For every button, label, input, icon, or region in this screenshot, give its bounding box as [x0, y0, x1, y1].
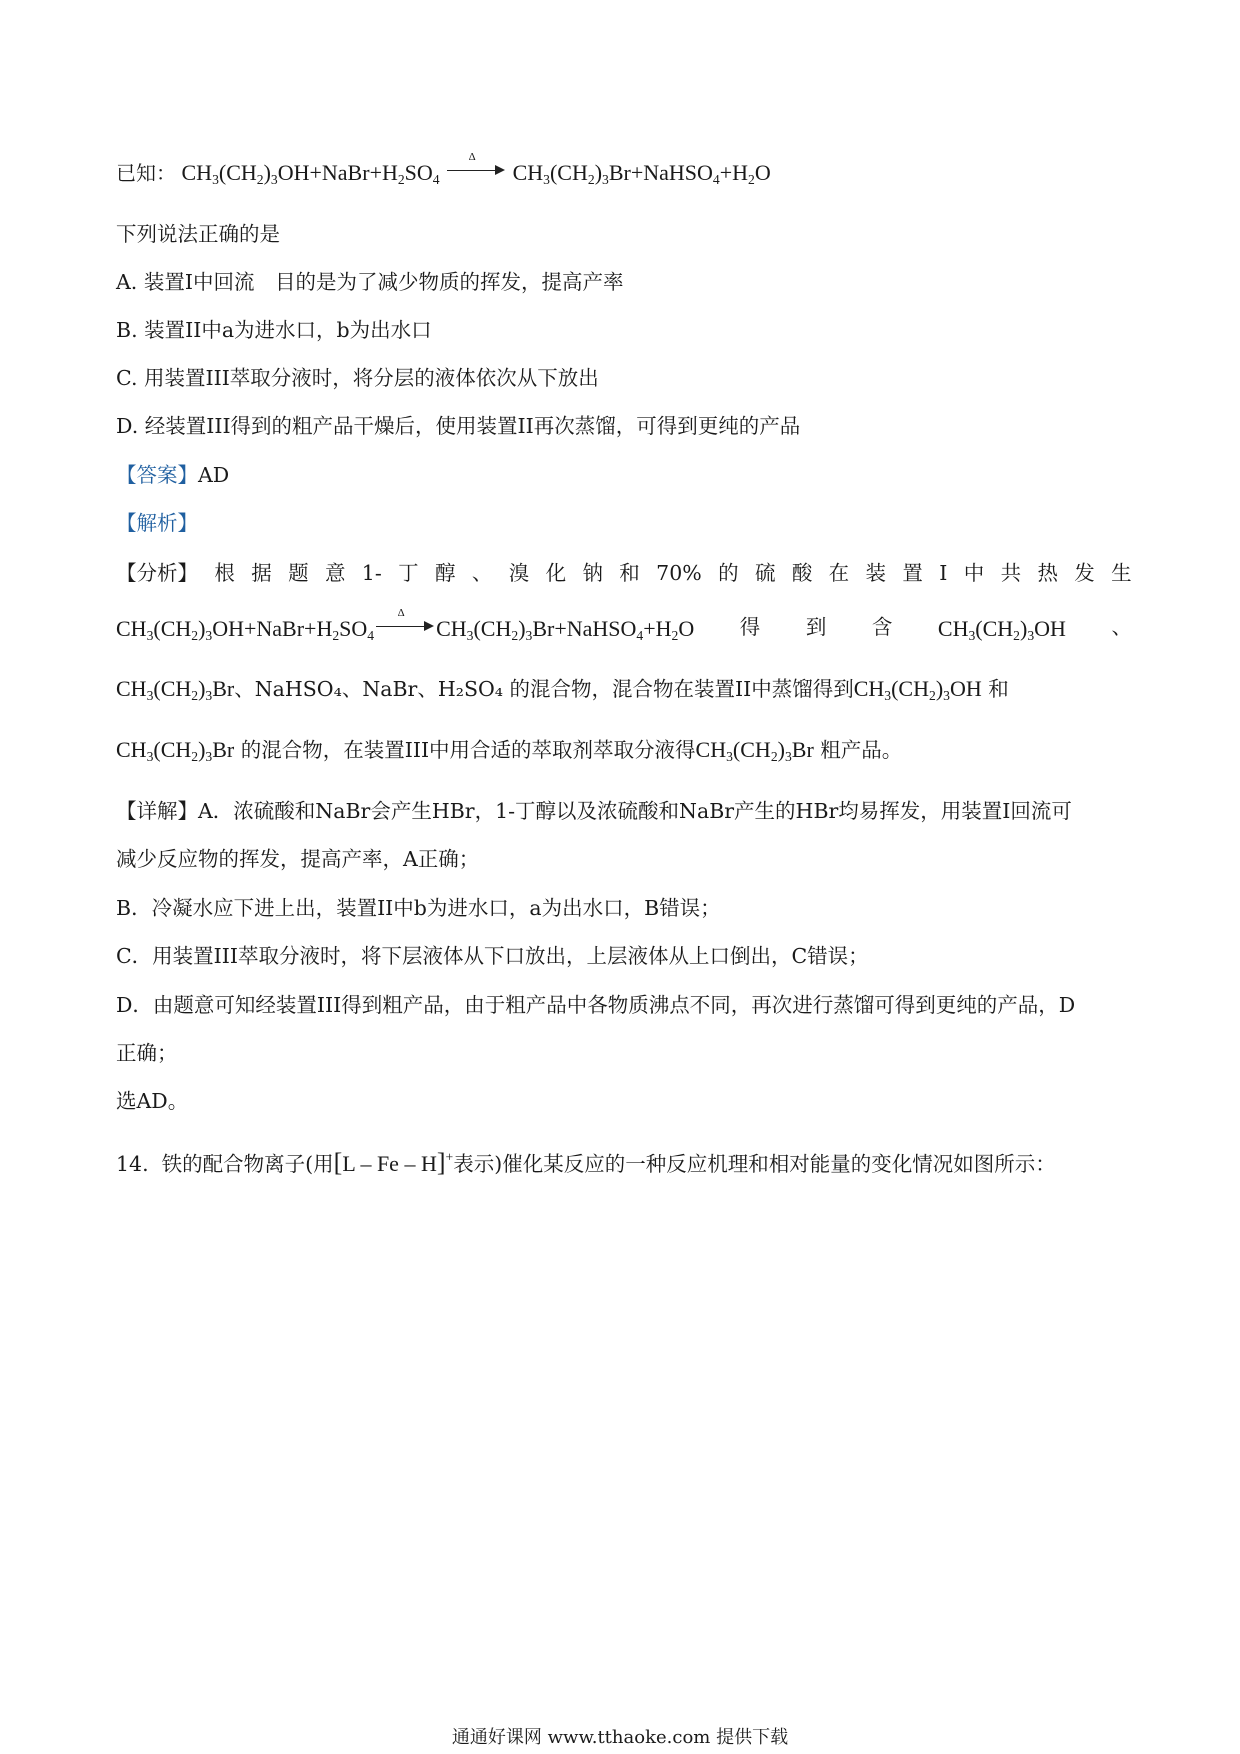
detail-c: C．用装置III萃取分液时，将下层液体从下口放出，上层液体从上口倒出，C错误；	[116, 944, 869, 968]
analysis-line-4: $CH_3(CH_2)_3Br$ 的混合物，在装置III中用合适的萃取剂萃取分液得$CH_3(CH_2)_3Br$ 粗产品。	[116, 737, 903, 765]
option-d: D. 经装置III得到的粗产品干燥后，使用装置II再次蒸馏，可得到更纯的产品	[116, 414, 801, 438]
analysis-line-3: $CH_3(CH_2)_3Br$、NaHSO₄、NaBr、H₂SO₄ 的混合物，混合物在装置II中蒸馏得到$CH_3(CH_2)_3OH$ 和	[116, 676, 1009, 704]
detail-a-line-1: 【详解】A．浓硫酸和NaBr会产生HBr，1-丁醇以及浓硫酸和NaBr产生的HBr均易挥发，用装置I回流可	[116, 799, 1072, 823]
option-b: B. 装置II中a为进水口，b为出水口	[116, 318, 432, 342]
analysis-tag: 【解析】	[116, 511, 198, 535]
detail-conclusion: 选AD。	[116, 1089, 189, 1113]
detail-b: B．冷凝水应下进上出，装置II中b为进水口，a为出水口，B错误；	[116, 896, 721, 920]
detail-d-line-1: D．由题意可知经装置III得到粗产品，由于粗产品中各物质沸点不同，再次进行蒸馏可得到更纯的产品，D	[116, 993, 1076, 1017]
page-footer: 通通好课网 www.tthaoke.com 提供下载	[451, 1727, 789, 1748]
iron-complex-ion: [L – Fe – H]+	[333, 1148, 454, 1177]
answer-value: AD	[198, 463, 230, 487]
option-c: C. 用装置III萃取分液时，将分层的液体依次从下放出	[116, 366, 599, 390]
analysis-line-1: 【分析】 根 据 题 意 1- 丁 醇 、 溴 化 钠 和 70% 的 硫 酸 在 装 置 I 中 共 热 发 生	[116, 561, 1132, 585]
analysis-line-2: $CH_3(CH_2)_3OH+NaBr+H_2SO_4$ Δ $CH_3(CH_2)_3Br+NaHSO_4+H_2O$ 得 到 含 $CH_3(CH_2)_3OH$ 、	[116, 607, 1132, 644]
reaction-reactants: $CH_3(CH_2)_3OH+NaBr+H_2SO_4$	[181, 160, 440, 188]
known-label: 已知：	[116, 161, 176, 185]
analysis-sub-tag: 【分析】	[116, 561, 198, 585]
question-prompt: 下列说法正确的是	[116, 222, 280, 246]
question-number: 14.	[116, 1152, 149, 1176]
detail-tag: 【详解】	[116, 799, 198, 823]
analysis-butanol: $CH_3(CH_2)_3OH$	[937, 616, 1066, 644]
answer-line	[116, 463, 1132, 488]
analysis-reaction: $CH_3(CH_2)_3OH+NaBr+H_2SO_4$ Δ $CH_3(CH_2)_3Br+NaHSO_4+H_2O$	[116, 607, 695, 644]
option-a: A. 装置I中回流 目的是为了减少物质的挥发，提高产率	[116, 270, 624, 294]
detail-d-line-2: 正确；	[116, 1041, 178, 1065]
answer-tag: 【答案】	[116, 463, 198, 487]
question-14: 14. 铁的配合物离子(用[L – Fe – H]+表示)催化某反应的一种反应机理和相对能量的变化情况如图所示：	[116, 1148, 1056, 1177]
reaction-products: $CH_3(CH_2)_3Br+NaHSO_4+H_2O$	[512, 160, 771, 188]
detail-a-line-2: 减少反应物的挥发，提高产率，A正确；	[116, 847, 480, 871]
known-reaction-line	[116, 151, 1132, 188]
reaction-arrow: Δ	[447, 160, 505, 182]
